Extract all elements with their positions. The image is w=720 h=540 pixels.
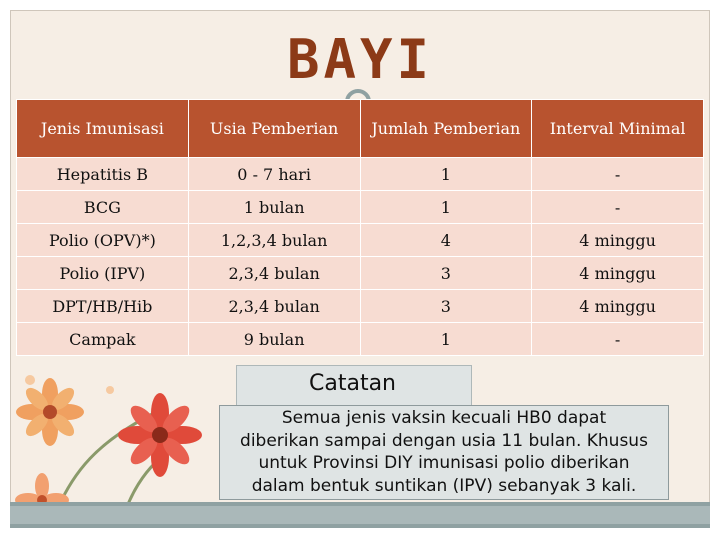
table-row — [17, 290, 704, 323]
note-box — [219, 405, 669, 500]
table-cell: Hepatitis B — [17, 158, 189, 191]
table-cell: 1 — [360, 323, 532, 356]
slide-title: BAYI — [286, 28, 434, 91]
table-cell: - — [532, 158, 704, 191]
table-cell: 3 — [360, 290, 532, 323]
note-line: untuk Provinsi DIY imunisasi polio diberikan — [258, 453, 630, 473]
catatan-label: Catatan — [309, 371, 397, 396]
table-row — [17, 224, 704, 257]
table-cell: 2,3,4 bulan — [188, 290, 360, 323]
table-cell: 4 — [360, 224, 532, 257]
table-cell: BCG — [17, 191, 189, 224]
table-cell: 1 — [360, 191, 532, 224]
table-cell: 0 - 7 hari — [188, 158, 360, 191]
table-cell: - — [532, 323, 704, 356]
header-cell: Interval Minimal — [532, 100, 704, 158]
table-cell: Polio (IPV) — [17, 257, 189, 290]
table-cell: 3 — [360, 257, 532, 290]
table-row — [17, 191, 704, 224]
table-cell: Polio (OPV)*) — [17, 224, 189, 257]
table-cell: 1 bulan — [188, 191, 360, 224]
table-row — [17, 257, 704, 290]
table-cell: - — [532, 191, 704, 224]
table-cell: 1,2,3,4 bulan — [188, 224, 360, 257]
table-cell: 2,3,4 bulan — [188, 257, 360, 290]
note-line: diberikan sampai dengan usia 11 bulan. Khusus — [240, 430, 648, 451]
table-cell: 4 minggu — [532, 224, 704, 257]
table-cell: Campak — [17, 323, 189, 356]
header-cell: Jenis Imunisasi — [17, 100, 189, 158]
table-header-row — [17, 100, 704, 158]
note-line: dalam bentuk suntikan (IPV) sebanyak 3 kali. — [251, 475, 637, 496]
table-cell: DPT/HB/Hib — [17, 290, 189, 323]
immunization-table — [16, 99, 704, 356]
table-cell: 9 bulan — [188, 323, 360, 356]
catatan-box — [236, 365, 472, 407]
header-cell: Jumlah Pemberian — [360, 100, 532, 158]
footer-bar — [10, 502, 710, 528]
table-cell: 4 minggu — [532, 290, 704, 323]
note-line: Semua jenis vaksin kecuali HB0 dapat — [281, 408, 607, 428]
table-cell: 4 minggu — [532, 257, 704, 290]
table-cell: 1 — [360, 158, 532, 191]
header-cell: Usia Pemberian — [188, 100, 360, 158]
table-row — [17, 158, 704, 191]
